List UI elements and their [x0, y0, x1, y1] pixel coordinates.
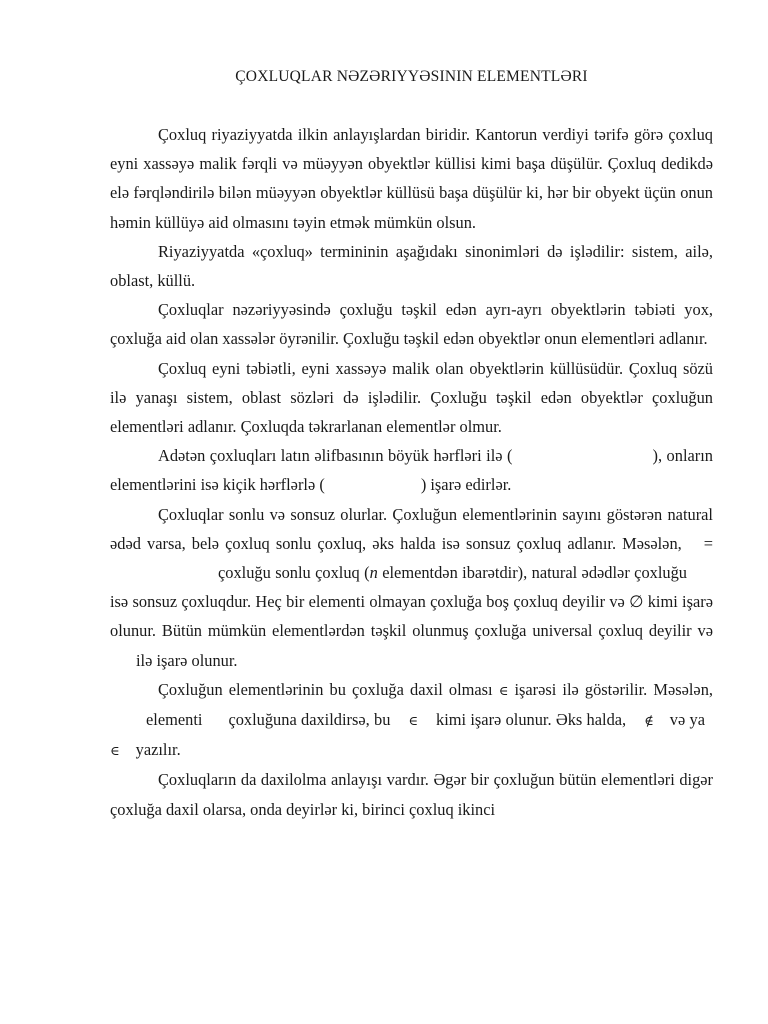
paragraph-7-text-d: çoxluğuna daxildirsə, bu: [228, 710, 391, 730]
document-page: [110, 62, 713, 824]
paragraph-7-text-a: Çoxluğun elementlərinin bu çoxluğa daxil olması: [158, 679, 493, 699]
element-of-symbol: ∈: [498, 682, 509, 698]
paragraph-6-text-c: elementdən ibarətdir), natural ədədlər çoxluğu: [377, 563, 687, 583]
element-of-symbol: ∈: [408, 713, 419, 729]
equals-sign: =: [703, 533, 713, 553]
paragraph-7-text-f: və ya: [669, 710, 706, 730]
paragraph-7-text-c: elementi: [146, 710, 203, 730]
paragraph-5-text-a: Adətən çoxluqları latın əlifbasının böyük hərfləri ilə (: [158, 446, 513, 466]
paragraph-5-text-c: onların elementlərini isə kiçik hərflərlə (: [110, 446, 713, 495]
paragraph-5-text-b: ),: [652, 446, 663, 466]
paragraph-7-text-e: kimi işarə olunur. Əks halda,: [436, 710, 627, 730]
paragraph-6-text-a: Çoxluqlar sonlu və sonsuz olurlar. Çoxluğun elementlərinin sayını göstərən natural ədəd varsa, belə çoxluq sonlu çoxluq, əks halda isə sonsuz çoxluq adlanır. Məsələn,: [110, 504, 713, 553]
paragraph-6-text-b: çoxluğu sonlu çoxluq (: [218, 563, 370, 583]
paragraph-5-text-d: ) işarə edirlər.: [420, 475, 512, 495]
paragraph-5: [110, 441, 713, 499]
paragraph-3: Çoxluqlar nəzəriyyəsində çoxluğu təşkil edən ayrı-ayrı obyektlərin təbiəti yox, çoxluğa aid olan xassələr öyrənilir. Çoxluğu təşkil edən obyektlər onun elementləri adlanır.: [110, 300, 713, 349]
paragraph-2: Riyaziyyatda «çoxluq» termininin aşağıdakı sinonimləri də işlədilir: sistem, ailə, oblast, küllü.: [110, 241, 713, 291]
page-title: ÇOXLUQLAR NƏZƏRIYYƏSININ ELEMENTLƏRI: [235, 68, 588, 85]
not-element-of-symbol: ∉: [644, 713, 654, 729]
paragraph-6-text-e: ilə işarə olunur.: [136, 650, 238, 670]
variable-n: n: [369, 563, 378, 583]
paragraph-7-text-b: işarəsi ilə göstərilir. Məsələn,: [514, 679, 713, 699]
paragraph-1: Çoxluq riyaziyyatda ilkin anlayışlardan biridir. Kantorun verdiyi tərifə görə çoxluq eyni xassəyə malik fərqli və müəyyən obyektlər küllisi kimi başa düşülür. Çoxluq dedikdə elə fərqləndirilə bilən müəyyən obyektlər küllüsü başa düşülür ki, hər bir obyekt üçün onun həmin küllüyə aid olmasını təyin etmək mümkün olsun.: [110, 125, 713, 232]
paragraph-7: [110, 675, 713, 766]
element-of-symbol: ∈: [110, 743, 120, 759]
paragraph-7-text-g: yazılır.: [135, 740, 181, 760]
paragraph-6-text-d: isə sonsuz çoxluqdur. Heç bir elementi olmayan çoxluğa boş çoxluq deyilir və ∅ kimi işarə olunur. Bütün mümkün elementlərdən təşkil olunmuş çoxluğa universal çoxluq deyilir və: [110, 592, 713, 641]
paragraph-4: Çoxluq eyni təbiətli, eyni xassəyə malik olan obyektlərin küllüsüdür. Çoxluq sözü ilə yanaşı sistem, oblast sözləri də işlədilir. Çoxluğu təşkil edən obyektlər çoxluğun elementləri adlanır. Çoxluqda təkrarlanan elementlər olmur.: [110, 358, 713, 437]
paragraph-8: Çoxluqların da daxilolma anlayışı vardır. Əgər bir çoxluğun bütün elementləri digər çoxluğa daxil olarsa, onda deyirlər ki, birinci çoxluq ikinci: [110, 770, 713, 819]
paragraph-6: [110, 500, 713, 675]
